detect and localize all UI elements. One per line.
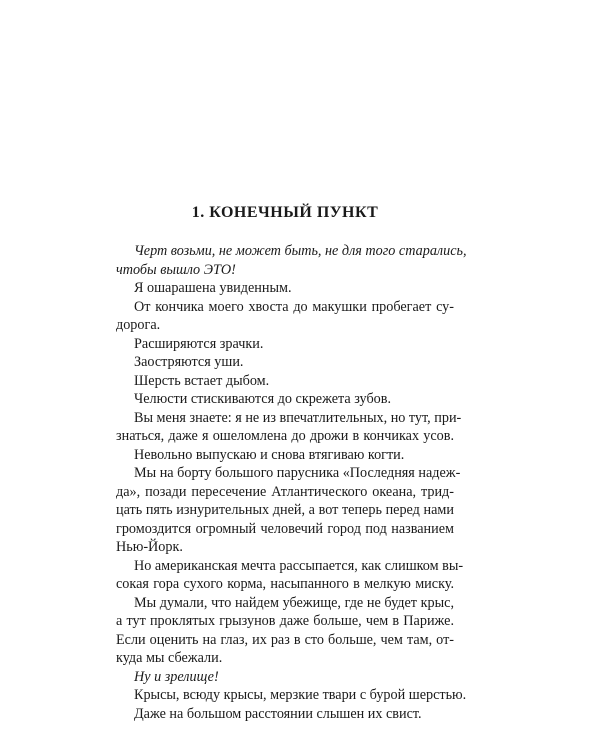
text-line: Шерсть встает дыбом. [134, 372, 270, 389]
text-line: чтобы вышло ЭТО! [116, 261, 236, 278]
text-line: цать пять изнурительных дней, а вот теперь перед нами [116, 502, 454, 518]
text-line: Но американская мечта рассыпается, как слишком вы- [134, 557, 464, 574]
text-line: Крысы, всюду крысы, мерзкие твари с бурой шерстью. [134, 687, 467, 703]
text-line: Мы думали, что найдем убежище, где не будет крыс, [134, 594, 454, 611]
text-line: Вы меня знаете: я не из впечатлительных, но тут, при- [134, 409, 462, 426]
chapter-title: 1. КОНЕЧНЫЙ ПУНКТ [191, 204, 379, 221]
text-line: Невольно выпускаю и снова втягиваю когти. [134, 446, 405, 463]
text-line: знаться, даже я ошеломлена до дрожи в кончиках усов. [116, 428, 454, 444]
book-page [116, 203, 467, 723]
text-line: сокая гора сухого корма, насыпанного в мелкую миску. [116, 576, 454, 592]
text-line: Ну и зрелище! [134, 668, 219, 685]
text-line: да», позади пересечение Атлантического океана, трид- [116, 483, 454, 500]
text-line: куда мы сбежали. [116, 650, 223, 666]
text-line: От кончика моего хвоста до макушки пробегает су- [134, 298, 454, 315]
text-line: Я ошарашена увиденным. [134, 280, 292, 296]
text-line: Расширяются зрачки. [134, 335, 264, 352]
text-line: Мы на борту большого парусника «Последняя надеж- [134, 465, 461, 481]
text-line: Даже на большом расстоянии слышен их свист. [134, 705, 422, 722]
text-line: Заостряются уши. [134, 354, 244, 370]
text-line: громоздится огромный человечий город под названием [116, 520, 454, 537]
text-line: Черт возьми, не может быть, не для того старались, [134, 243, 467, 259]
text-line: а тут проклятых грызунов даже больше, чем в Париже. [116, 613, 454, 629]
text-line: дорога. [116, 317, 161, 333]
chapter-text [116, 242, 467, 723]
text-line: Если оценить на глаз, их раз в сто больше, чем там, от- [116, 631, 454, 648]
text-line: Челюсти стискиваются до скрежета зубов. [134, 391, 392, 407]
text-line: Нью-Йорк. [116, 539, 183, 555]
